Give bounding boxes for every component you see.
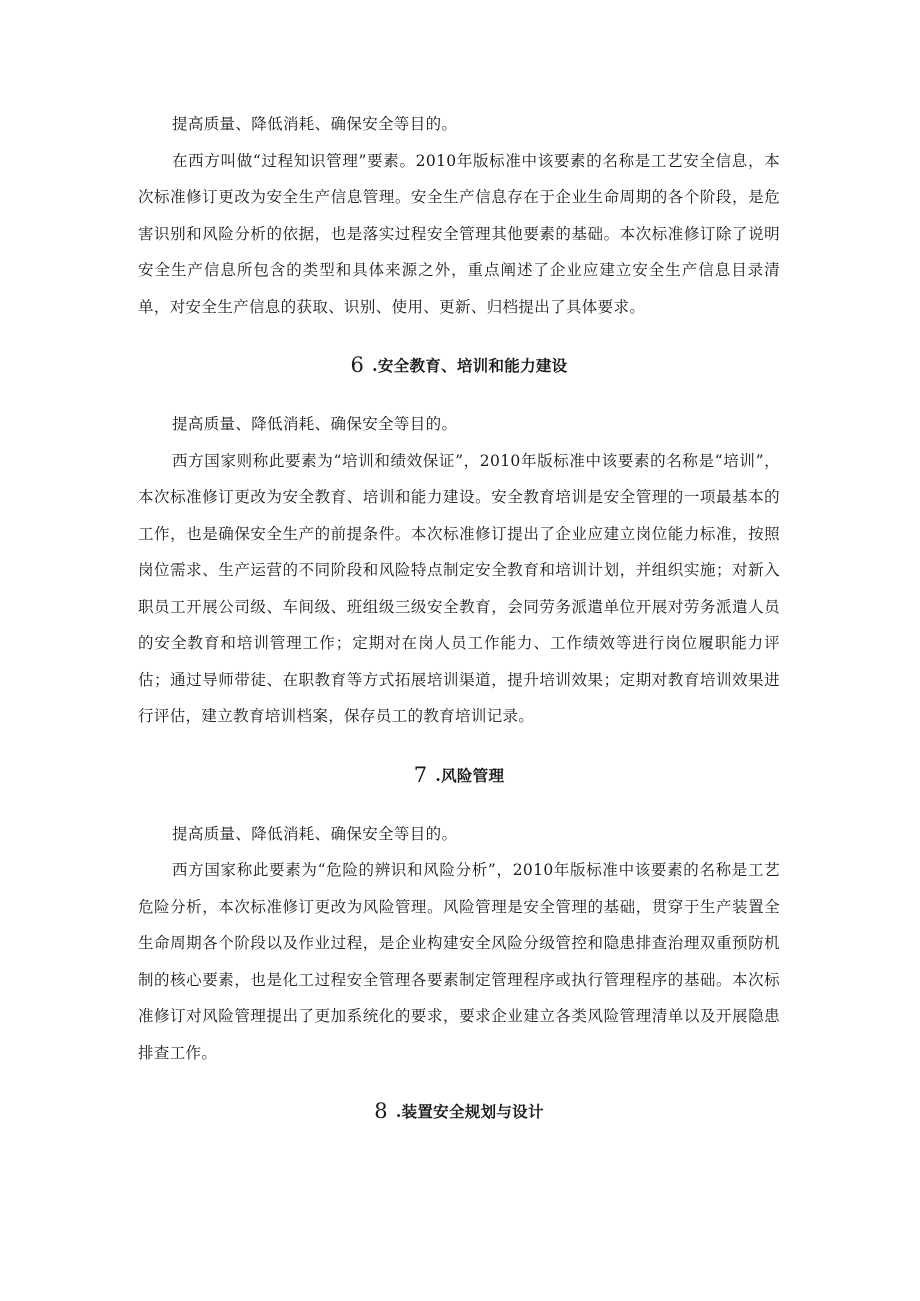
section-title-8: .装置安全规划与设计 [395, 1102, 544, 1121]
paragraph-intro-1: 提高质量、降低消耗、确保安全等目的。 [172, 115, 458, 133]
paragraph-intro-3: 提高质量、降低消耗、确保安全等目的。 [172, 824, 458, 843]
section-heading-8 [138, 1101, 780, 1122]
section-number-6: 6 [350, 353, 365, 377]
section-title-6: .安全教育、培训和能力建设 [372, 356, 568, 375]
paragraph-risk-management: 西方国家称此要素为“危险的辨识和风险分析”，2010年版标准中该要素的名称是工艺危险分析，本次标准修订更改为风险管理。风险管理是安全管理的基础，贯穿于生产装置全生命周期各个阶段以及作业过程，是企业构建安全风险分级管控和隐患排查治理双重预防机制的核心要素，也是化工过程安全管理各要素制定管理程序或执行管理程序的基础。本次标准修订对风险管理提出了更加系统化的要求，要求企业建立各类风险管理清单以及开展隐患排查工作。 [138, 861, 780, 1062]
section-heading-7 [138, 762, 780, 787]
section-title-7: .风险管理 [435, 765, 505, 785]
paragraph-training: 西方国家则称此要素为“培训和绩效保证”，2010年版标准中该要素的名称是“培训”，本次标准修订更改为安全教育、培训和能力建设。安全教育培训是安全管理的一项最基本的工作，也是确保安全生产的前提条件。本次标准修订提出了企业应建立岗位能力标准，按照岗位需求、生产运营的不同阶段和风险特点制定安全教育和培训计划，并组织实施；对新入职员工开展公司级、车间级、班组级三级安全教育，会同劳务派遣单位开展对劳务派遣人员的安全教育和培训管理工作；定期对在岗人员工作能力、工作绩效等进行岗位履职能力评估；通过导师带徒、在职教育等方式拓展培训渠道，提升培训效果；定期对教育培训效果进行评估，建立教育培训档案，保存员工的教育培训记录。 [138, 451, 780, 725]
section-number-7: 7 [413, 762, 428, 787]
section-heading-6 [138, 355, 780, 376]
document-page [138, 106, 780, 1122]
paragraph-intro-2: 提高质量、降低消耗、确保安全等目的。 [172, 415, 458, 433]
paragraph-process-knowledge: 在西方叫做“过程知识管理”要素。2010年版标准中该要素的名称是工艺安全信息，本次标准修订更改为安全生产信息管理。安全生产信息存在于企业生命周期的各个阶段，是危害识别和风险分析的依据，也是落实过程安全管理其他要素的基础。本次标准修订除了说明安全生产信息所包含的类型和具体来源之外，重点阐述了企业应建立安全生产信息目录清单，对安全生产信息的获取、识别、使用、更新、归档提出了具体要求。 [138, 151, 780, 316]
section-number-8: 8 [374, 1099, 388, 1123]
